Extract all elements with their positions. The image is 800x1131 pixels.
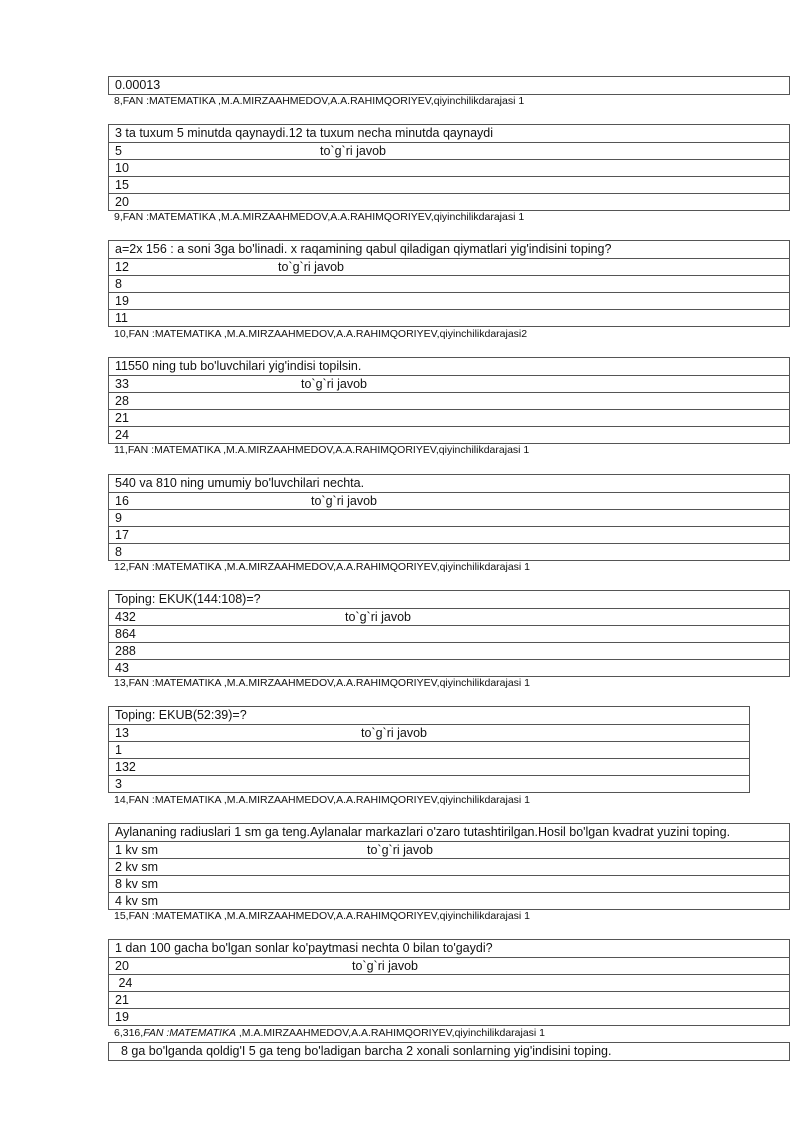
- meta-rest: ,M.A.MIRZAAHMEDOV,A.A.RAHIMQORIYEV,qiyinchilikdarajasi 1: [235, 1027, 546, 1039]
- question-text: Toping: EKUB(52:39)=?: [115, 708, 247, 722]
- question-meta: 13,FAN :MATEMATIKA ,M.A.MIRZAAHMEDOV,A.A.RAHIMQORIYEV,qiyinchilikdarajasi 1: [114, 677, 531, 689]
- question-text: 540 va 810 ning umumiy bo'luvchilari nechta.: [115, 476, 365, 490]
- question-text: a=2x 156 : a soni 3ga bo'linadi. x raqamining qabul qiladigan qiymatlari yig'indisini toping?: [115, 242, 612, 256]
- answer-box-top: [108, 76, 790, 95]
- option-row: 15: [109, 176, 789, 193]
- option-text: 12: [115, 260, 129, 274]
- option-row: 8: [109, 275, 789, 292]
- option-text: 432: [115, 610, 136, 624]
- question-box: [108, 939, 790, 1026]
- correct-answer-label: to`g`ri javob: [361, 726, 427, 740]
- question-text: Aylananing radiuslari 1 sm ga teng.Aylanalar markazlari o'zaro tutashtirilgan.Hosil bo'lgan kvadrat yuzini toping.: [115, 825, 731, 839]
- option-row: [109, 492, 789, 509]
- option-row: [109, 142, 789, 159]
- option-row: 132: [109, 758, 749, 775]
- option-row: 4 kv sm: [109, 892, 789, 909]
- question-text: Toping: EKUK(144:108)=?: [115, 592, 261, 606]
- option-text: 20: [115, 959, 129, 973]
- question-meta: 11,FAN :MATEMATIKA ,M.A.MIRZAAHMEDOV,A.A.RAHIMQORIYEV,qiyinchilikdarajasi 1: [114, 444, 530, 456]
- question-box: [108, 590, 790, 677]
- option-row: 2 kv sm: [109, 858, 789, 875]
- option-text: 5: [115, 144, 122, 158]
- correct-answer-label: to`g`ri javob: [367, 843, 433, 857]
- correct-answer-label: to`g`ri javob: [311, 494, 377, 508]
- option-row: 8: [109, 543, 789, 560]
- option-row: [109, 841, 789, 858]
- question-text: 8 ga bo'lganda qoldig'I 5 ga teng bo'ladigan barcha 2 xonali sonlarning yig'indisini toping.: [121, 1044, 612, 1058]
- option-row: 288: [109, 642, 789, 659]
- option-row: 9: [109, 509, 789, 526]
- question-meta: 8,FAN :MATEMATIKA ,M.A.MIRZAAHMEDOV,A.A.RAHIMQORIYEV,qiyinchilikdarajasi 1: [114, 95, 525, 107]
- question-meta: 15,FAN :MATEMATIKA ,M.A.MIRZAAHMEDOV,A.A.RAHIMQORIYEV,qiyinchilikdarajasi 1: [114, 910, 531, 922]
- question-box: [108, 706, 750, 793]
- correct-answer-label: to`g`ri javob: [352, 959, 418, 973]
- option-row: [109, 957, 789, 974]
- question-meta: 10,FAN :MATEMATIKA ,M.A.MIRZAAHMEDOV,A.A.RAHIMQORIYEV,qiyinchilikdarajasi2: [114, 328, 528, 340]
- option-row: 28: [109, 392, 789, 409]
- question-box: [108, 240, 790, 327]
- option-row: 21: [109, 991, 789, 1008]
- option-row: 20: [109, 193, 789, 210]
- correct-answer-label: to`g`ri javob: [278, 260, 344, 274]
- meta-prefix: 6,316,: [114, 1027, 144, 1039]
- option-text: 33: [115, 377, 129, 391]
- option-row: 24: [109, 974, 789, 991]
- option-row: 17: [109, 526, 789, 543]
- option-row: [109, 258, 789, 275]
- question-box: [108, 823, 790, 910]
- option-row: 10: [109, 159, 789, 176]
- option-row: 19: [109, 292, 789, 309]
- correct-answer-label: to`g`ri javob: [301, 377, 367, 391]
- question-box: [108, 357, 790, 444]
- option-row: 1: [109, 741, 749, 758]
- option-row: 8 kv sm: [109, 875, 789, 892]
- question-text: 3 ta tuxum 5 minutda qaynaydi.12 ta tuxum necha minutda qaynaydi: [115, 126, 494, 140]
- question-box: [108, 474, 790, 561]
- question-meta: 9,FAN :MATEMATIKA ,M.A.MIRZAAHMEDOV,A.A.RAHIMQORIYEV,qiyinchilikdarajasi 1: [114, 211, 525, 223]
- correct-answer-label: to`g`ri javob: [345, 610, 411, 624]
- question-meta: 14,FAN :MATEMATIKA ,M.A.MIRZAAHMEDOV,A.A.RAHIMQORIYEV,qiyinchilikdarajasi 1: [114, 794, 531, 806]
- meta-subject: FAN :MATEMATIKA: [143, 1027, 236, 1039]
- question-box: [108, 124, 790, 211]
- option-row: 11: [109, 309, 789, 326]
- correct-answer-label: to`g`ri javob: [320, 144, 386, 158]
- option-text: 13: [115, 726, 129, 740]
- option-row: 19: [109, 1008, 789, 1025]
- question-meta-last: [114, 1027, 545, 1040]
- option-row: 21: [109, 409, 789, 426]
- option-text: 1 kv sm: [115, 843, 159, 857]
- option-row: 3: [109, 775, 749, 792]
- option-row: [109, 375, 789, 392]
- option-row: [109, 608, 789, 625]
- option-row: 43: [109, 659, 789, 676]
- question-text: 11550 ning tub bo'luvchilari yig'indisi topilsin.: [115, 359, 362, 373]
- option-row: 24: [109, 426, 789, 443]
- question-text: 1 dan 100 gacha bo'lgan sonlar ko'paytmasi nechta 0 bilan to'gaydi?: [115, 941, 493, 955]
- question-box-last: [108, 1042, 790, 1061]
- option-text: 16: [115, 494, 129, 508]
- option-row: [109, 724, 749, 741]
- question-meta: 12,FAN :MATEMATIKA ,M.A.MIRZAAHMEDOV,A.A.RAHIMQORIYEV,qiyinchilikdarajasi 1: [114, 561, 531, 573]
- option-row: 864: [109, 625, 789, 642]
- answer-value: 0.00013: [115, 78, 161, 92]
